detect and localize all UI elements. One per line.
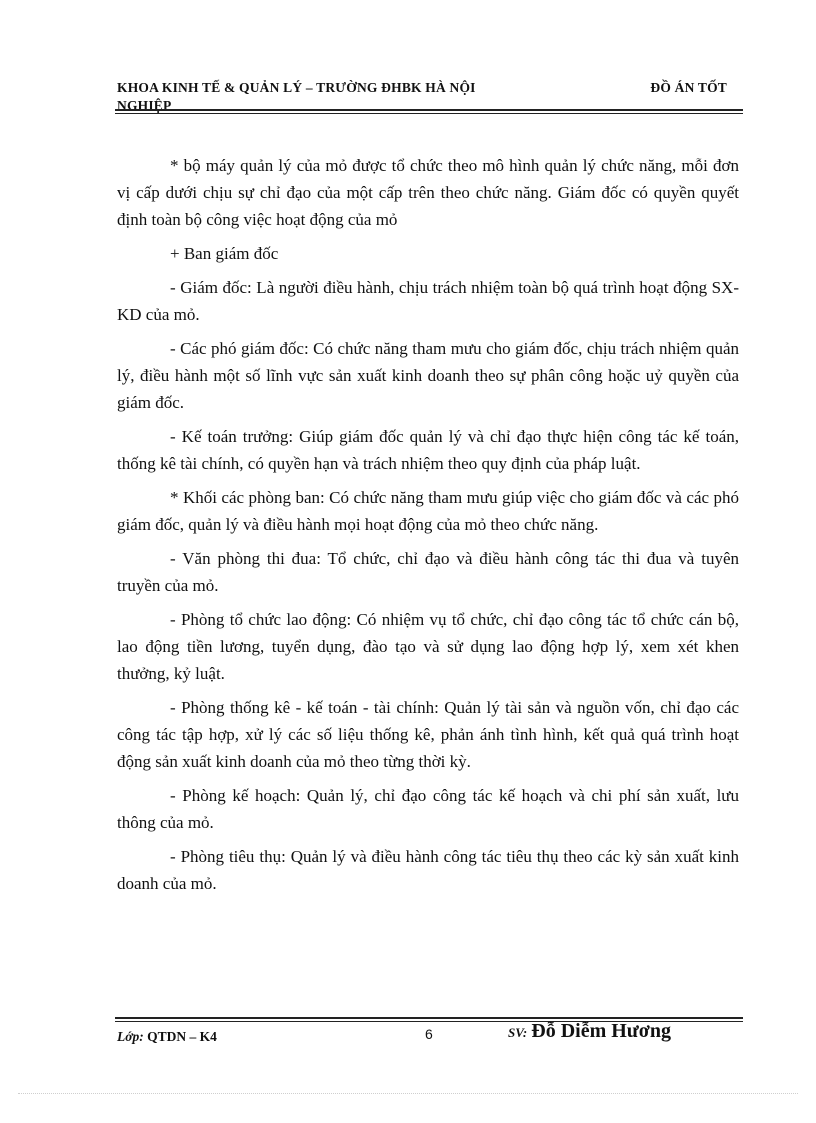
- document-body: [117, 152, 739, 904]
- paragraph: - Giám đốc: Là người điều hành, chịu trách nhiệm toàn bộ quá trình hoạt động SX- KD của mỏ.: [117, 278, 739, 324]
- header-doc-type-wrap: NGHIỆP: [117, 98, 172, 113]
- footer-class: [117, 1029, 217, 1045]
- footer-rule-thick: [115, 1017, 743, 1019]
- paragraph: - Phòng tiêu thụ: Quản lý và điều hành công tác tiêu thụ theo các kỳ sản xuất kinh doanh của mỏ.: [117, 847, 739, 893]
- page-number: 6: [425, 1026, 433, 1042]
- header-rule-thick: [115, 109, 743, 111]
- footer-author-name: Đỗ Diễm Hương: [531, 1020, 672, 1042]
- footer-author: [508, 1020, 671, 1043]
- paragraph: - Phòng thống kê - kế toán - tài chính: Quản lý tài sản và nguồn vốn, chỉ đạo các công tác tập hợp, xử lý các số liệu thống kê, phản ánh tình hình, kết quả quá trình hoạt động sản xuất kinh doanh của mỏ theo từng thời kỳ.: [117, 698, 739, 771]
- paragraph: - Các phó giám đốc: Có chức năng tham mưu cho giám đốc, chịu trách nhiệm quản lý, điều hành một số lĩnh vực sản xuất kinh doanh theo sự phân công hoặc uỷ quyền của giám đốc.: [117, 339, 739, 412]
- paragraph: - Phòng tổ chức lao động: Có nhiệm vụ tổ chức, chỉ đạo công tác tổ chức cán bộ, lao động tiền lương, tuyển dụng, đào tạo và sử dụng lao động hợp lý, xem xét khen thưởng, kỷ luật.: [117, 610, 739, 683]
- paragraph: * Khối các phòng ban: Có chức năng tham mưu giúp việc cho giám đốc và các phó giám đốc, quản lý và điều hành mọi hoạt động của mỏ theo chức năng.: [117, 488, 739, 534]
- header-rule-thin: [115, 113, 743, 114]
- paragraph: + Ban giám đốc: [170, 244, 279, 263]
- footer-class-value: QTDN – K4: [147, 1029, 217, 1044]
- page-bottom-divider: [18, 1093, 798, 1094]
- footer-author-label: SV:: [508, 1025, 528, 1040]
- header-doc-type: ĐỒ ÁN TỐT: [650, 80, 727, 95]
- paragraph: * bộ máy quản lý của mỏ được tổ chức theo mô hình quản lý chức năng, mỗi đơn vị cấp dưới chịu sự chỉ đạo của một cấp trên theo chức năng. Giám đốc có quyền quyết định toàn bộ công việc hoạt động của mỏ: [117, 156, 739, 229]
- header-institution: KHOA KINH TẾ & QUẢN LÝ – TRƯỜNG ĐHBK HÀ NỘI: [117, 80, 476, 95]
- paragraph: - Kế toán trưởng: Giúp giám đốc quản lý và chỉ đạo thực hiện công tác kế toán, thống kê tài chính, có quyền hạn và trách nhiệm theo quy định của pháp luật.: [117, 427, 739, 473]
- footer-class-label: Lớp:: [117, 1029, 144, 1044]
- paragraph: - Phòng kế hoạch: Quản lý, chỉ đạo công tác kế hoạch và chi phí sản xuất, lưu thông của mỏ.: [117, 786, 739, 832]
- paragraph: - Văn phòng thi đua: Tổ chức, chỉ đạo và điều hành công tác thi đua và tuyên truyền của mỏ.: [117, 549, 739, 595]
